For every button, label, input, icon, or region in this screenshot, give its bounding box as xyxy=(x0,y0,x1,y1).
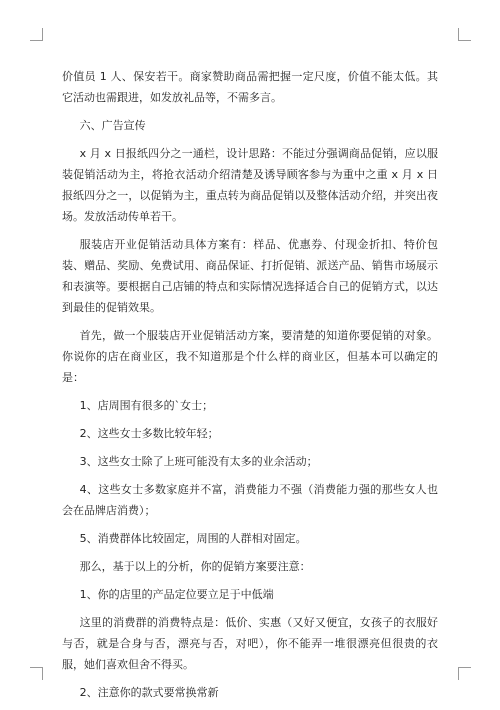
crop-mark-top-right xyxy=(458,28,471,41)
crop-mark-top-left xyxy=(30,28,43,41)
paragraph: x 月 x 日报纸四分之一通栏，设计思路：不能过分强调商品促销，应以服装促销活动为主，将抢衣活动介绍清楚及诱导顾客参与为重中之重 x 月 x 日报纸四分之一，以促销为主，重点转为商品促销以及整体活动介绍，并突出夜场。发放活动传单若干。 xyxy=(62,147,438,223)
crop-mark-bottom-right xyxy=(458,667,471,680)
paragraph: 这里的消费群的消费特点是：低价、实惠（又好又便宜，女孩子的衣服好与否，就是合身与否，漂亮与否，对吧），你不能弄一堆很漂亮但很贵的衣服，她们喜欢但舍不得买。 xyxy=(62,616,438,671)
list-item: 1、店周围有很多的`女士； xyxy=(79,399,214,412)
paragraph: 那么，基于以上的分析，你的促销方案要注意： xyxy=(79,560,311,573)
paragraph: 首先，做一个服装店开业促销活动方案，要清楚的知道你要促销的对象。你说你的店在商业区，我不知道那是个什么样的商业区，但基本可以确定的是： xyxy=(62,329,438,384)
paragraph: 服装店开业促销活动具体方案有：样品、优惠券、付现金折扣、特价包装、赠品、奖励、免费试用、商品保证、打折促销、派送产品、销售市场展示和表演等。要根据自己店铺的特点和实际情况选择适合自己的促销方式，以达到最佳的促销效果。 xyxy=(62,238,438,314)
list-item: 3、这些女士除了上班可能没有太多的业余活动； xyxy=(79,455,318,468)
crop-mark-bottom-left xyxy=(30,667,43,680)
list-item: 5、消费群体比较固定，周围的人群相对固定。 xyxy=(79,532,307,545)
section-heading: 六、广告宣传 xyxy=(79,119,146,132)
document-body xyxy=(62,66,438,710)
list-item: 2、这些女士多数比较年轻； xyxy=(79,427,219,440)
list-item: 4、这些女士多数家庭并不富，消费能力不强（消费能力强的那些女人也会在品牌店消费）； xyxy=(62,483,438,517)
sub-heading: 1、你的店里的产品定位要立足于中低端 xyxy=(79,588,274,601)
paragraph: 价值员 1 人、保安若干。商家赞助商品需把握一定尺度，价值不能太低。其它活动也需跟进，如发放礼品等，不需多言。 xyxy=(62,70,438,104)
sub-heading: 2、注意你的款式要常换常新 xyxy=(79,686,219,699)
